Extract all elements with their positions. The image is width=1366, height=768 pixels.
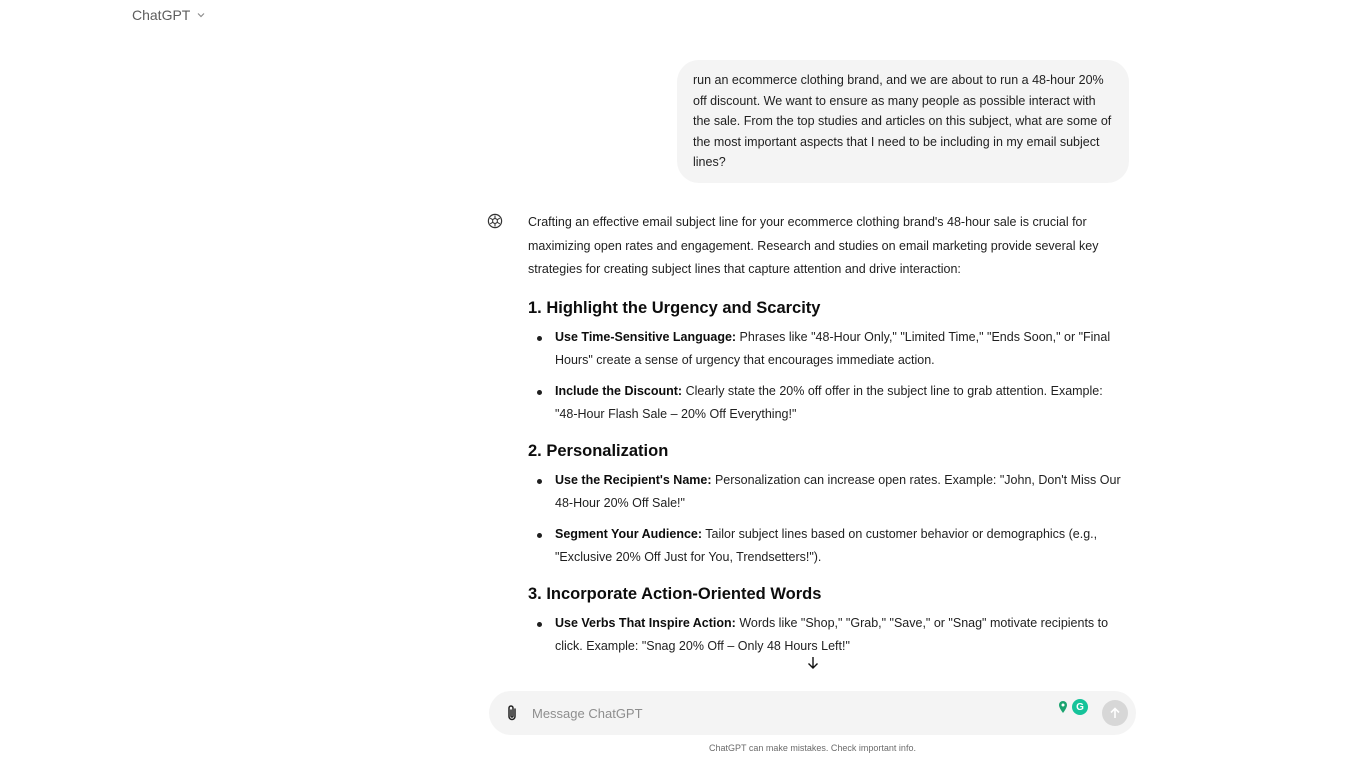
assistant-intro: Crafting an effective email subject line for your ecommerce clothing brand's 48-hour sale is crucial for maximizing open rates and engagement. Research and studies on email marketing provide several key strategies for creating subject lines that capture attention and drive interaction: (528, 215, 1099, 276)
user-message-text: run an ecommerce clothing brand, and we are about to run a 48-hour 20% off discount. We want to ensure as many people as possible interact with the sale. From the top studies and articles on this subject, what are some of the most important aspects that I need to be including in my email subject lines? (693, 73, 1112, 169)
grammarly-icon[interactable]: G (1072, 699, 1088, 715)
list-item (555, 469, 1128, 516)
list-item-text: Clearly state the 20% off offer in the subject line to grab attention. Example: "48-Hour Flash Sale – 20% Off Everything!" (555, 383, 1103, 421)
message-composer (489, 691, 1136, 735)
send-button[interactable] (1102, 700, 1128, 726)
list-item-text: Phrases like "48-Hour Only," "Limited Time," "Ends Soon," or "Final Hours" create a sense of urgency that encourages immediate action. (555, 329, 1111, 367)
message-input[interactable] (532, 703, 1032, 723)
paperclip-icon (505, 704, 519, 722)
bullet-list (528, 612, 1128, 659)
model-switcher[interactable] (132, 7, 206, 23)
attach-button[interactable] (503, 703, 521, 723)
section-heading: 1. Highlight the Urgency and Scarcity (528, 298, 821, 317)
section-heading: 3. Incorporate Action-Oriented Words (528, 584, 822, 603)
list-item (555, 326, 1128, 373)
list-item-title: Use Time-Sensitive Language: (555, 329, 737, 344)
model-name: ChatGPT (132, 7, 191, 23)
list-item-text: Tailor subject lines based on customer behavior or demographics (e.g., "Exclusive 20% Off Just for You, Trendsetters!"). (555, 526, 1098, 564)
list-item-title: Segment Your Audience: (555, 526, 703, 541)
assistant-message (485, 211, 1135, 666)
disclaimer-text: ChatGPT can make mistakes. Check important info. (709, 743, 916, 753)
location-pin-icon[interactable] (1057, 700, 1069, 714)
bullet-list (528, 326, 1128, 427)
bullet-list (528, 469, 1128, 570)
scroll-to-bottom-button[interactable] (804, 654, 822, 672)
list-item-title: Include the Discount: (555, 383, 683, 398)
list-item-text: Personalization can increase open rates. Example: "John, Don't Miss Our 48-Hour 20% Off Sale!" (555, 472, 1121, 510)
list-item-title: Use the Recipient's Name: (555, 472, 712, 487)
list-item (555, 380, 1128, 427)
chevron-down-icon (196, 10, 206, 20)
list-item-title: Use Verbs That Inspire Action: (555, 615, 736, 630)
arrow-up-icon (1109, 707, 1121, 719)
list-item (555, 523, 1128, 570)
openai-logo-icon (487, 213, 503, 229)
section-heading: 2. Personalization (528, 441, 669, 460)
disclaimer (0, 743, 1366, 753)
list-item-text: Words like "Shop," "Grab," "Save," or "Snag" motivate recipients to click. Example: "Snag 20% Off – Only 48 Hours Left!" (555, 615, 1109, 653)
list-item (555, 612, 1128, 659)
arrow-down-icon (807, 656, 819, 670)
user-message-bubble (677, 60, 1129, 183)
